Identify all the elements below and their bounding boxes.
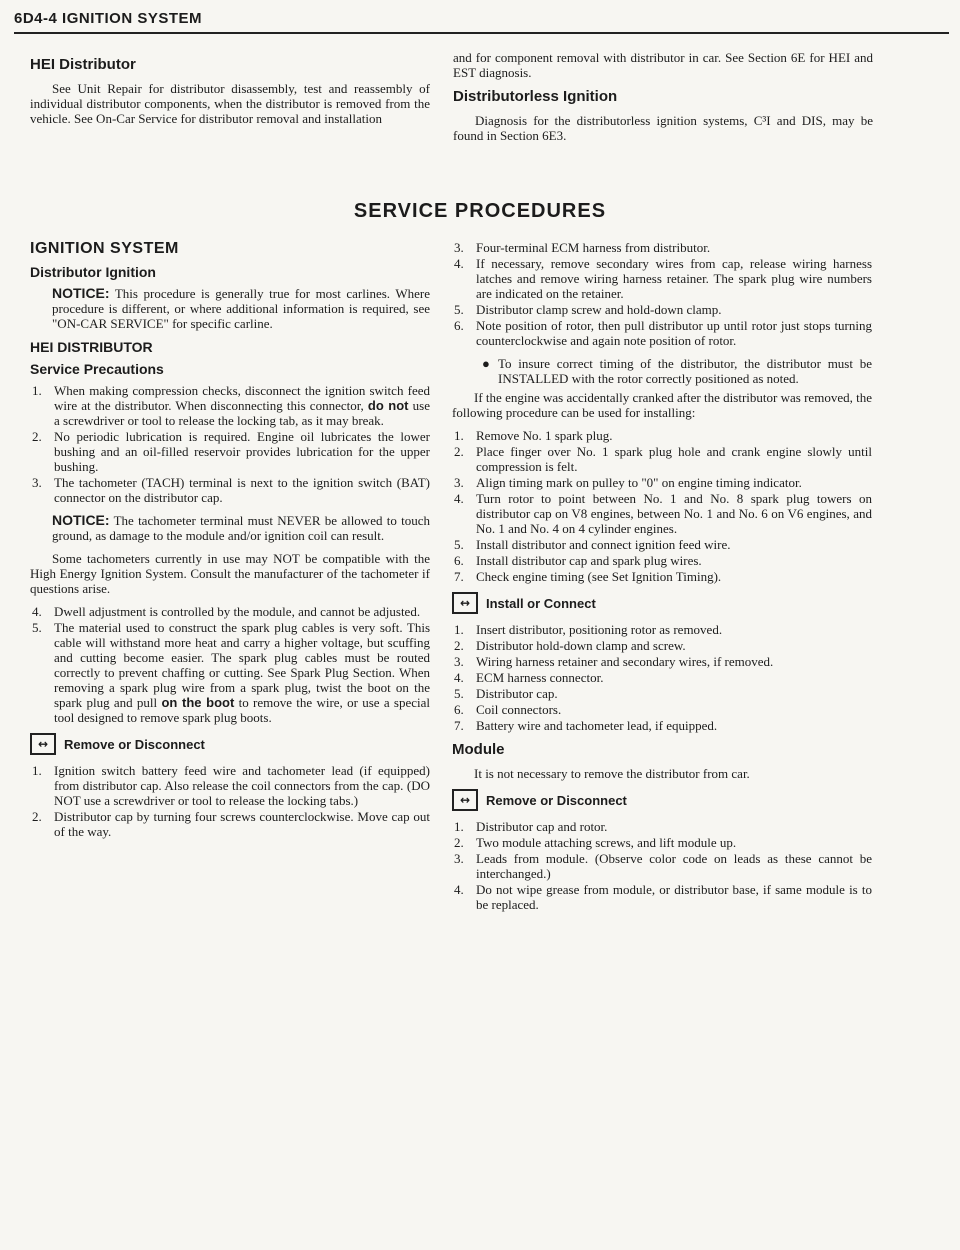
item-number: 5. — [454, 302, 464, 317]
precautions-list-continued — [30, 604, 430, 725]
item-number: 1. — [454, 428, 464, 443]
item-text: Distributor cap and rotor. — [476, 819, 608, 834]
item-text: Coil connectors. — [476, 702, 562, 717]
item-text: Battery wire and tachometer lead, if equipped. — [476, 718, 718, 733]
list-item — [30, 763, 430, 808]
item-text: Insert distributor, positioning rotor as removed. — [476, 622, 723, 637]
list-item — [452, 670, 872, 685]
list-item — [452, 702, 872, 717]
list-item — [452, 491, 872, 536]
hei-distributor-heading: HEI Distributor — [30, 56, 136, 73]
item-number: 1. — [32, 763, 42, 778]
item-number: 2. — [32, 809, 42, 824]
item-text: Note position of rotor, then pull distributor up until rotor just stops turning counterclockwise and again note position of rotor. — [476, 318, 872, 348]
item-number: 3. — [454, 240, 464, 255]
module-heading: Module — [452, 741, 505, 758]
list-item — [452, 428, 872, 443]
item-number: 3. — [454, 851, 464, 866]
item-bold-text: do not — [367, 398, 409, 413]
item-text: Ignition switch battery feed wire and tachometer lead (if equipped) from distributor cap. Also release the coil connectors from the cap. (DO NOT use a screwdriver or tool to release the locking tabs.) — [54, 763, 430, 808]
left-column — [30, 240, 430, 847]
item-number: 4. — [454, 491, 464, 506]
install-list — [452, 622, 872, 733]
item-number: 5. — [32, 620, 42, 635]
page-header — [14, 10, 949, 36]
hei-distributor-subheading: HEI DISTRIBUTOR — [30, 339, 153, 355]
item-number: 3. — [32, 475, 42, 490]
remove-list-continued — [452, 240, 872, 348]
remove-list — [30, 763, 430, 839]
intro-left-column — [30, 50, 430, 134]
list-item — [452, 553, 872, 568]
double-arrow-icon: ↔ — [452, 789, 478, 811]
double-arrow-icon: ↔ — [452, 592, 478, 614]
notice-label: NOTICE: — [52, 512, 110, 528]
service-procedures-title: SERVICE PROCEDURES — [353, 200, 607, 222]
distributor-ignition-heading: Distributor Ignition — [30, 264, 156, 280]
item-number: 4. — [454, 256, 464, 271]
item-number: 5. — [454, 537, 464, 552]
item-number: 4. — [454, 670, 464, 685]
page-title: 6D4-4 IGNITION SYSTEM — [14, 10, 203, 27]
item-number: 2. — [454, 444, 464, 459]
item-text: Distributor cap. — [476, 686, 558, 701]
notice-text: The tachometer terminal must NEVER be allowed to touch ground, as damage to the module and/or ignition coil can result. — [52, 513, 430, 543]
list-item — [452, 318, 872, 348]
module-remove-list — [452, 819, 872, 912]
list-item — [452, 882, 872, 912]
item-text: Four-terminal ECM harness from distributor. — [476, 240, 711, 255]
crank-list — [452, 428, 872, 584]
item-text: to remove the wire, or use a special tool designed to remove spark plug boots. — [54, 695, 431, 725]
intro-right-column — [453, 50, 873, 151]
item-text: Turn rotor to point between No. 1 and No. 8 spark plug towers on distributor cap on V8 engines, between No. 1 and No. 6 on V6 engines, and No. 1 and No. 4 on 4 cylinder engines. — [476, 491, 872, 536]
notice-label: NOTICE: — [52, 285, 110, 301]
right-column — [452, 240, 872, 920]
item-bold-text: on the boot — [161, 695, 235, 710]
item-number: 2. — [32, 429, 42, 444]
list-item — [30, 809, 430, 839]
remove-disconnect-label: Remove or Disconnect — [64, 736, 205, 752]
item-number: 1. — [454, 819, 464, 834]
item-number: 6. — [454, 553, 464, 568]
item-number: 3. — [454, 654, 464, 669]
item-number: 7. — [454, 718, 464, 733]
tachometer-paragraph: Some tachometers currently in use may NOT be compatible with the High Energy Ignition System. Consult the manufacturer of the tachometer if questions arise. — [30, 551, 430, 596]
item-text: Remove No. 1 spark plug. — [476, 428, 613, 443]
list-item — [30, 475, 430, 505]
list-item — [452, 851, 872, 881]
item-text: Two module attaching screws, and lift module up. — [476, 835, 737, 850]
item-number: 5. — [454, 686, 464, 701]
bullet-item — [452, 356, 872, 386]
notice-text: This procedure is generally true for most carlines. Where procedure is different, or where additional information is required, see "ON-CAR SERVICE" for specific carline. — [52, 286, 430, 331]
item-text: Install distributor and connect ignition feed wire. — [476, 537, 731, 552]
item-text: The material used to construct the spark plug cables is very soft. This cable will withstand more heat and carry a higher voltage, but scuffing and cutting become easier. The spark plug cables must be routed correctly to prevent chaffing or cutting. See Spark Plug Section. When removing a spark plug wire from a spark plug, twist the boot on the spark plug and pull — [54, 620, 430, 710]
distributorless-paragraph: Diagnosis for the distributorless ignition systems, C³I and DIS, may be found in Section 6E3. — [453, 113, 873, 143]
list-item — [452, 444, 872, 474]
list-item — [452, 240, 872, 255]
item-text: Distributor clamp screw and hold-down clamp. — [476, 302, 722, 317]
list-item — [452, 819, 872, 834]
crank-paragraph: If the engine was accidentally cranked after the distributor was removed, the following procedure can be used for installing: — [452, 390, 872, 420]
remove-disconnect-header — [30, 733, 430, 755]
header-rule — [14, 32, 949, 34]
list-item — [452, 654, 872, 669]
item-number: 4. — [32, 604, 42, 619]
list-item — [452, 302, 872, 317]
item-text: Distributor cap by turning four screws counterclockwise. Move cap out of the way. — [54, 809, 430, 839]
item-text: use a screwdriver or tool to release the locking tab, as it may break. — [54, 398, 430, 428]
double-arrow-icon: ↔ — [30, 733, 56, 755]
item-text: Wiring harness retainer and secondary wires, if removed. — [476, 654, 774, 669]
list-item — [30, 383, 430, 428]
item-text: Dwell adjustment is controlled by the module, and cannot be adjusted. — [54, 604, 421, 619]
item-text: ECM harness connector. — [476, 670, 604, 685]
item-text: To insure correct timing of the distributor, the distributor must be INSTALLED with the rotor correctly positioned as noted. — [498, 356, 872, 386]
module-paragraph: It is not necessary to remove the distributor from car. — [474, 766, 750, 781]
list-item — [452, 256, 872, 301]
item-number: 6. — [454, 318, 464, 333]
item-text: Align timing mark on pulley to "0" on engine timing indicator. — [476, 475, 802, 490]
item-text: Place finger over No. 1 spark plug hole and crank engine slowly until compression is felt. — [476, 444, 872, 474]
install-connect-header — [452, 592, 872, 614]
intro-paragraph: See Unit Repair for distributor disassembly, test and reassembly of individual distributor components, when the distributor is removed from the vehicle. See On-Car Service for distributor removal and installation — [30, 81, 430, 126]
list-item — [452, 537, 872, 552]
item-text: Do not wipe grease from module, or distributor base, if same module is to be replaced. — [476, 882, 872, 912]
item-text: Leads from module. (Observe color code on leads as these cannot be interchanged.) — [476, 851, 872, 881]
item-number: 2. — [454, 835, 464, 850]
item-text: If necessary, remove secondary wires from cap, release wiring harness latches and remove wiring harness retainer. The spark plug wire numbers are indicated on the retainer. — [476, 256, 872, 301]
item-text: When making compression checks, disconnect the ignition switch feed wire at the distributor. When disconnecting this connector, — [54, 383, 430, 413]
ignition-system-heading: IGNITION SYSTEM — [30, 240, 179, 257]
distributorless-heading: Distributorless Ignition — [453, 88, 618, 105]
item-number: 2. — [454, 638, 464, 653]
list-item — [30, 620, 430, 725]
list-item — [452, 835, 872, 850]
list-item — [452, 686, 872, 701]
remove-disconnect-label: Remove or Disconnect — [486, 792, 627, 808]
item-text: Install distributor cap and spark plug wires. — [476, 553, 702, 568]
item-text: Check engine timing (see Set Ignition Timing). — [476, 569, 722, 584]
list-item — [452, 718, 872, 733]
item-number: 7. — [454, 569, 464, 584]
service-precautions-heading: Service Precautions — [30, 361, 164, 377]
precautions-list — [30, 383, 430, 505]
list-item — [452, 638, 872, 653]
item-number: 1. — [454, 622, 464, 637]
install-connect-label: Install or Connect — [486, 595, 596, 611]
list-item — [30, 604, 430, 619]
bullet-icon: ● — [482, 356, 490, 371]
item-number: 4. — [454, 882, 464, 897]
item-number: 3. — [454, 475, 464, 490]
item-text: The tachometer (TACH) terminal is next to the ignition switch (BAT) connector on the distributor cap. — [54, 475, 430, 505]
list-item — [452, 475, 872, 490]
list-item — [452, 622, 872, 637]
list-item — [452, 569, 872, 584]
item-text: No periodic lubrication is required. Engine oil lubricates the lower bushing and an oil-filled reservoir provides lubrication for the upper bushing. — [54, 429, 430, 474]
notice-tachometer — [52, 513, 430, 543]
item-number: 6. — [454, 702, 464, 717]
remove-disconnect-header-module — [452, 789, 872, 811]
list-item — [30, 429, 430, 474]
intro-continued-paragraph: and for component removal with distributor in car. See Section 6E for HEI and EST diagnosis. — [453, 50, 873, 80]
item-text: Distributor hold-down clamp and screw. — [476, 638, 686, 653]
item-number: 1. — [32, 383, 42, 398]
notice-carline — [52, 286, 430, 331]
